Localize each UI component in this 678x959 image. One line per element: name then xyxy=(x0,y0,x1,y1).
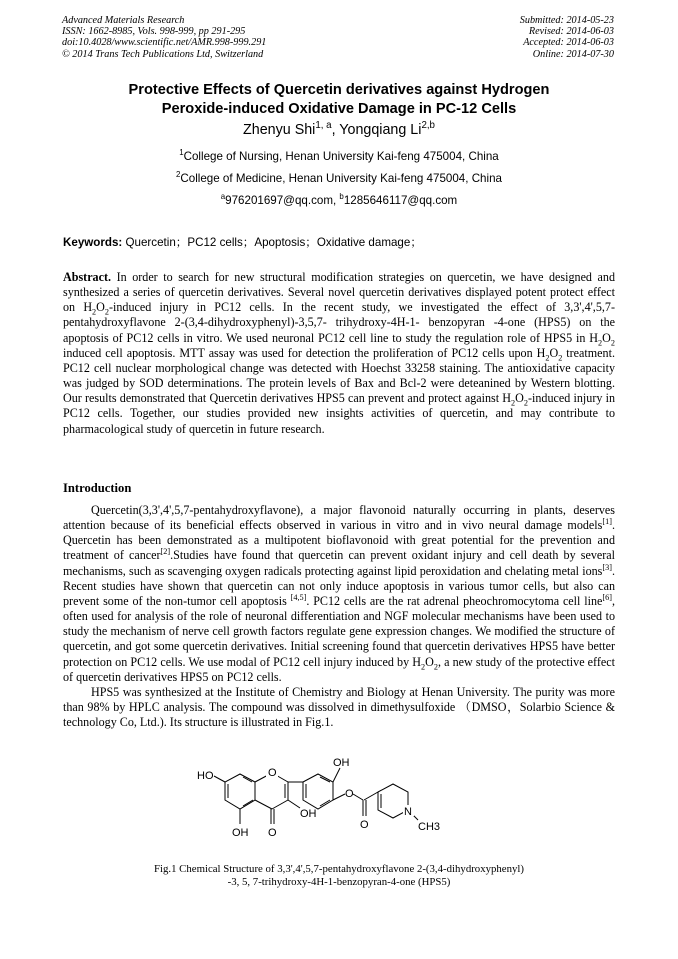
oh-mid-label: OH xyxy=(300,808,317,820)
affiliation-1-marker: 1 xyxy=(179,148,184,158)
keywords-text: Quercetin；PC12 cells；Apoptosis；Oxidative damage； xyxy=(122,236,422,249)
publication-dates xyxy=(520,15,614,60)
citation-ref[interactable]: [4,5] xyxy=(290,592,307,602)
ester-bond xyxy=(364,792,378,800)
introduction-paragraph-2: HPS5 was synthesized at the Institute of Chemistry and Biology at Henan University. The purity was more than 98% by HPLC analysis. The compound was dissolved in dimethysulfoxide （DMSO，Solarbio Science & technology Co, Ltd.). Its structure is illustrated in Fig.1. xyxy=(63,684,615,730)
abstract-text-1: In order to search for new structural modification strategies on quercetin, we have designed and synthesized a series of quercetin derivatives. Several novel quercetin derivatives displayed potent protect effect on H xyxy=(63,270,615,315)
abstract-sub: 2 xyxy=(511,398,516,408)
abstract-paragraph xyxy=(63,270,615,437)
abstract-sub: 2 xyxy=(523,398,528,408)
ho-label: HO xyxy=(197,770,214,782)
intro-text: . PC12 cells are the rat adrenal pheochromocytoma cell line xyxy=(306,593,603,608)
abstract-text-5: -induced injury in PC12 cells. Together, our studies provided new insights activities of quercetin, and may contribute to pharmacological study of quercetin in future research. xyxy=(63,391,615,436)
ring-a-double-bond xyxy=(243,800,253,806)
author-2: Yongqiang Li xyxy=(339,122,422,138)
abstract-sub: 2 xyxy=(610,338,615,348)
intro-text: , often used for analysis of the role of neuronal differentiation and NGF molecular mechanisms have been used to study the mechanism of nerve cell growth factors regulate gene expression changes. We modified the structure of quercetin, and got some quercetin derivatives. Initial screening found that quercetin derivatives HPS5 have better protection on PC12 cells. We use modal of PC12 cell injury induced by H xyxy=(63,593,615,669)
oh-top-label: OH xyxy=(333,757,350,769)
journal-name: Advanced Materials Research xyxy=(62,15,185,26)
email-a-marker: a xyxy=(220,192,226,202)
chemical-structure-figure xyxy=(197,754,500,850)
oh-bond xyxy=(333,768,340,782)
submitted-date: Submitted: 2014-05-23 xyxy=(519,15,614,26)
abstract-label: Abstract. xyxy=(63,270,112,284)
intro-text: . Quercetin has been demonstrated as a multipotent bioflavonoid with great potential for the prevention and treatment of cancer xyxy=(63,518,615,563)
revised-date: Revised: 2014-06-03 xyxy=(528,26,614,38)
email-line xyxy=(0,194,678,208)
methyl-label: CH3 xyxy=(418,821,441,833)
figure-caption xyxy=(0,863,678,890)
intro-text: .Studies have found that quercetin can prevent oxidant injury and cell death by several mechanisms, such as scavenging oxygen radicals protecting against lipid peroxidation and chelating metal ions xyxy=(63,548,615,578)
ho-bond xyxy=(214,776,225,782)
author-separator: , xyxy=(331,122,340,138)
intro-text: O xyxy=(425,654,434,669)
intro-sub: 2 xyxy=(433,661,438,671)
journal-issn: ISSN: 1662-8985, Vols. 998-999, pp 291-295 xyxy=(62,26,246,38)
intro-text: . Recent studies have shown that quercetin can not only induce apoptosis in various tumor cells, but also can prevent some of the non-tumor cell apoptosis xyxy=(63,563,615,608)
citation-ref[interactable]: [6] xyxy=(602,592,612,602)
abstract-text-1b: O xyxy=(96,300,105,315)
author-1-affiliation: 1, a xyxy=(315,120,332,132)
email-a[interactable]: 976201697@qq.com, xyxy=(225,194,340,207)
author-1: Zhenyu Shi xyxy=(243,122,316,138)
keywords xyxy=(63,234,422,250)
citation-ref[interactable]: [3] xyxy=(602,562,612,572)
ring-b xyxy=(303,774,333,809)
author-list xyxy=(0,121,678,140)
ring-c-bond xyxy=(255,800,272,809)
abstract-text-3b: O xyxy=(549,345,559,360)
nitrogen-label: N xyxy=(404,806,412,818)
intro-text: Quercetin(3,3',4',5,7-pentahydroxyflavone), a major flavonoid naturally occurring in plants, deserves attention because of its beneficial effects observed in various in vitro and in vivo neural damage models xyxy=(63,503,615,533)
abstract-text-3: induced cell apoptosis. MTT assay was used for detection the proliferation of PC12 cells upon H xyxy=(63,345,546,360)
title-line-1: Protective Effects of Quercetin derivatives against Hydrogen xyxy=(128,82,550,98)
abstract-sub: 2 xyxy=(558,353,563,363)
citation-ref[interactable]: [2] xyxy=(160,547,171,557)
structure-labels xyxy=(197,757,440,839)
abstract-sub: 2 xyxy=(598,338,603,348)
abstract-sub: 2 xyxy=(104,307,109,317)
title-line-2: Peroxide-induced Oxidative Damage in PC-12 Cells xyxy=(161,101,517,117)
abstract-text-2: -induced injury in PC12 cells. In the recent study, we investigated the effect of 3,3',4',5,7-pentahydroxyflavone 2-(3,4-dihydroxyphenyl)-3,5,7- trihydroxy-4H-1- benzopyran -4-one (HPS5) on the apoptosis of PC12 cells in vitro. We used neuronal PC12 cell line to study the regulation role of HPS5 in H xyxy=(63,300,615,345)
affiliation-1 xyxy=(0,150,678,164)
online-date: Online: 2014-07-30 xyxy=(532,48,614,60)
abstract xyxy=(63,270,615,437)
introduction-heading: Introduction xyxy=(63,481,132,495)
hps5-structure-diagram xyxy=(197,754,500,850)
oh-bottom-label: OH xyxy=(232,827,249,839)
abstract-text-4b: O xyxy=(515,391,524,406)
ester-bond xyxy=(353,794,363,800)
affiliation-2-marker: 2 xyxy=(176,170,181,180)
citation-ref[interactable]: [1] xyxy=(602,517,612,527)
ring-c-bond xyxy=(272,800,288,809)
abstract-text-2b: O xyxy=(602,330,611,345)
intro-text: , a new study of the protective effect of quercetin derivatives HPS5 on PC12 cells. xyxy=(63,654,615,684)
introduction-body xyxy=(63,503,615,730)
email-b-marker: b xyxy=(339,192,344,202)
author-2-affiliation: 2,b xyxy=(421,120,435,132)
affiliation-1-text: College of Nursing, Henan University Kai-feng 475004, China xyxy=(183,150,499,163)
accepted-date: Accepted: 2014-06-03 xyxy=(523,37,614,49)
affiliation-2-text: College of Medicine, Henan University Kai-feng 475004, China xyxy=(180,172,502,185)
introduction-paragraph-1 xyxy=(63,503,615,685)
ring-a xyxy=(225,774,255,809)
journal-copyright: © 2014 Trans Tech Publications Ltd, Switzerland xyxy=(62,48,264,60)
email-b[interactable]: 1285646117@qq.com xyxy=(343,194,458,207)
abstract-sub: 2 xyxy=(545,353,550,363)
abstract-sub: 2 xyxy=(92,307,97,317)
intro-sub: 2 xyxy=(421,661,426,671)
keto-oxygen-label: O xyxy=(268,827,277,839)
journal-doi: doi:10.4028/www.scientific.net/AMR.998-999.291 xyxy=(62,37,267,49)
caption-line-2: -3, 5, 7-trihydroxy-4H-1-benzopyran-4-one (HPS5) xyxy=(227,876,451,889)
ester-bond xyxy=(333,794,345,800)
keywords-label: Keywords: xyxy=(63,236,123,249)
caption-line-1: Fig.1 Chemical Structure of 3,3',4',5,7-pentahydroxyflavone 2-(3,4-dihydroxyphenyl) xyxy=(153,863,524,875)
carbonyl-oxygen-label: O xyxy=(360,819,369,831)
abstract-text-4: treatment. PC12 cell nuclear morphological change was detected with Hoechst 33258 staining. The antioxidative capacity was judged by SOD determinations. The protein levels of Bax and Bcl-2 were deteanined by Western blotting. Our results demonstrated that Quercetin derivatives HPS5 can prevent and protect against H xyxy=(63,345,615,406)
oh-bond xyxy=(288,800,300,808)
journal-info xyxy=(62,15,266,60)
affiliation-2 xyxy=(0,172,678,186)
ring-oxygen-label: O xyxy=(268,767,277,779)
ester-oxygen-label: O xyxy=(345,788,354,800)
paper-title xyxy=(0,81,678,119)
